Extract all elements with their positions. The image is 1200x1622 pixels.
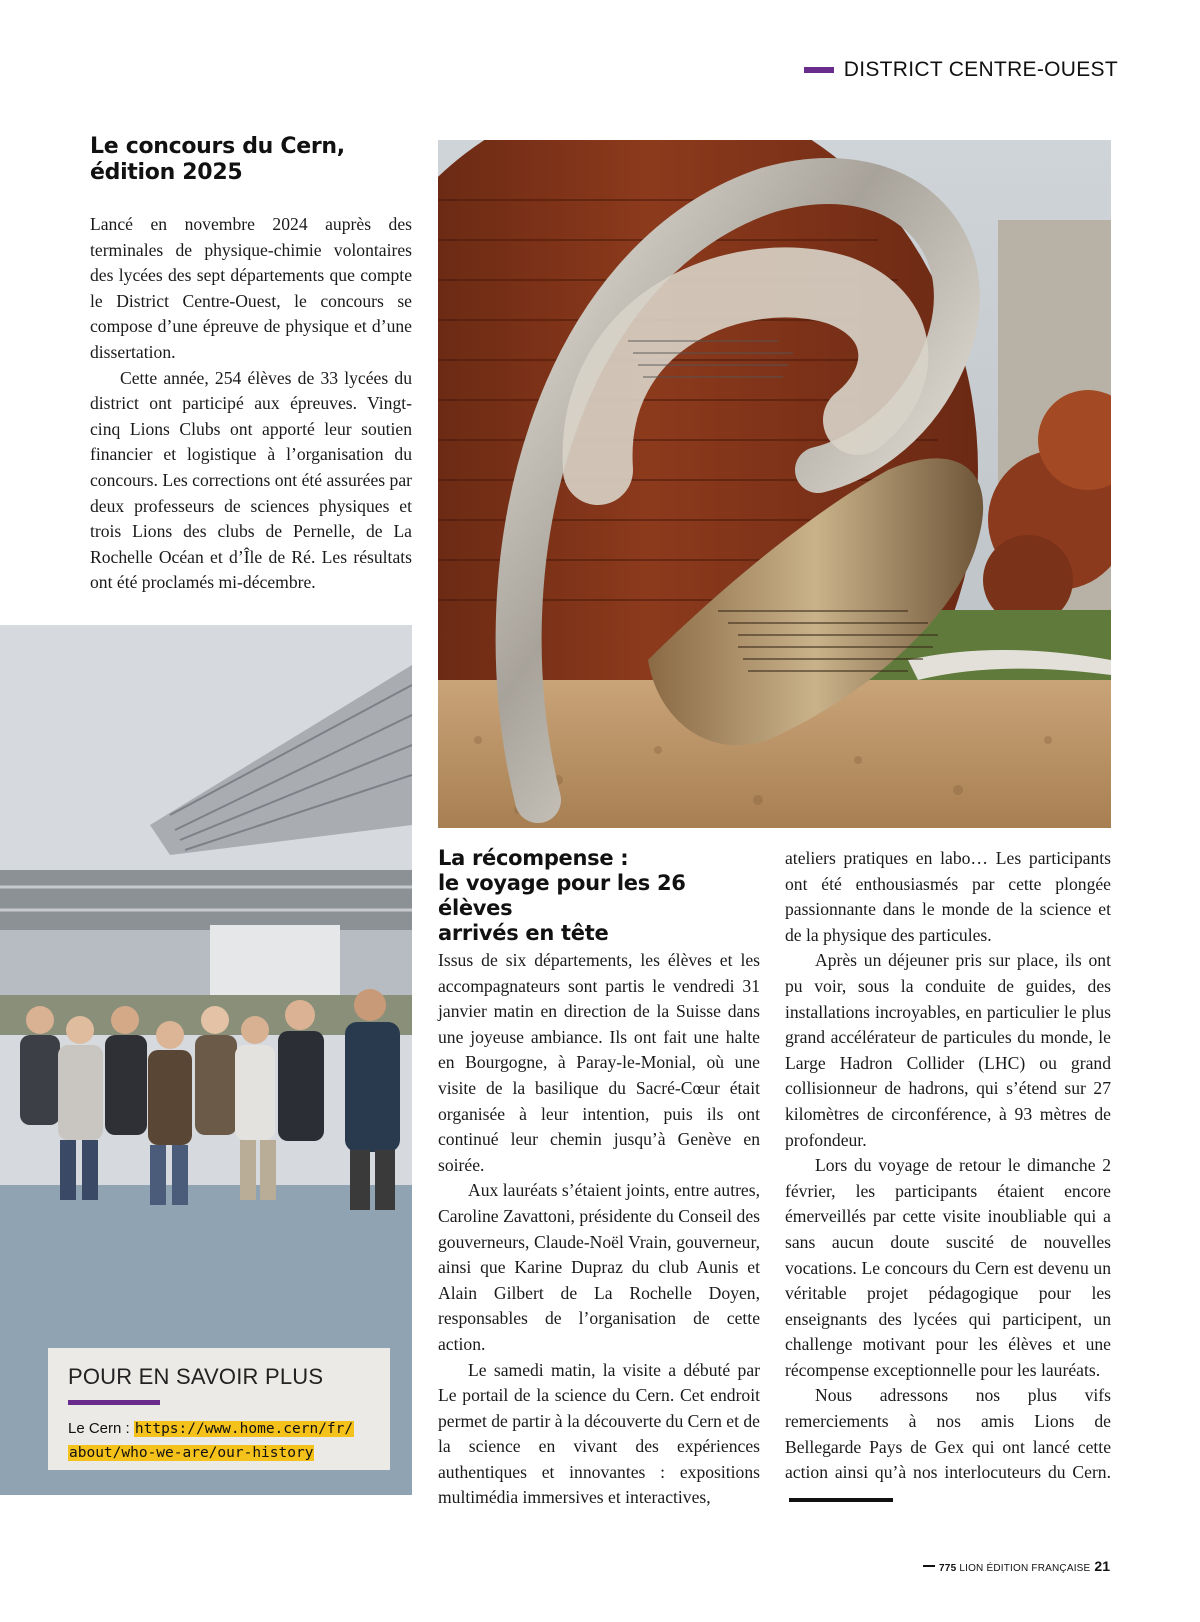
- footer-dash: [923, 1565, 935, 1567]
- article1-heading-line2: édition 2025: [90, 160, 243, 185]
- article2-column-2: [785, 846, 1111, 1511]
- article1-paragraph: Cette année, 254 élèves de 33 lycées du district ont participé aux épreuves. Vingt-cinq Lions Clubs ont apporté leur soutien financier et logistique à l’organisation du concours. Les corrections ont été assurées par deux professeurs de sciences physiques et trois Lions des clubs de Pernelle, de La Rochelle Océan et d’Île de Ré. Les résultats ont été proclamés mi-décembre.: [90, 367, 412, 593]
- article2-final-text: Nous adressons nos plus vifs remerciements à nos amis Lions de Bellegarde Pays de Gex qui ont lancé cette action ainsi qu’à nos interlocuteurs du Cern.: [785, 1385, 1111, 1483]
- article2-paragraph: Aux lauréats s’étaient joints, entre autres, Caroline Zavattoni, présidente du Conseil des gouverneurs, Claude-Noël Vrain, gouverneur, ainsi que Karine Dupraz du club Aunis et Alain Gilbert de La Rochelle Doyen, responsables de l’organisation de cette action.: [438, 1180, 760, 1354]
- article2-paragraph: Après un déjeuner pris sur place, ils ont pu voir, sous la conduite de guides, des installations incroyables, en particulier le plus grand accélérateur de particules du monde, le Large Hadron Collider (LHC) ou grand collisionneur de hadrons, qui s’étend sur 27 kilomètres de circonférence, à 93 mètres de profondeur.: [785, 950, 1111, 1150]
- footer-issue: 775: [939, 1563, 957, 1574]
- article1-heading-line1: Le concours du Cern,: [90, 134, 345, 159]
- page-number: 21: [1094, 1558, 1110, 1574]
- article2-final-paragraph: [785, 1383, 1111, 1511]
- cern-history-link-line1[interactable]: https://www.home.cern/fr/: [134, 1421, 354, 1437]
- info-box-link-label: Le Cern :: [68, 1420, 134, 1437]
- article2-heading-line2: le voyage pour les 26 élèves: [438, 871, 686, 920]
- article1-heading: [90, 134, 410, 186]
- section-accent-bar: [804, 67, 834, 73]
- article-end-rule: [789, 1498, 893, 1502]
- article2-paragraph: ateliers pratiques en labo… Les participants ont été enthousiasmés par cette plongée passionnante dans le monde de la science et de la physique des particules.: [785, 848, 1111, 945]
- article2-heading-line1: La récompense :: [438, 846, 629, 870]
- article1-body: [90, 212, 412, 596]
- article2-column-1: [438, 948, 760, 1511]
- section-title: DISTRICT CENTRE-OUEST: [843, 58, 1118, 81]
- info-box-title: POUR EN SAVOIR PLUS: [68, 1364, 324, 1389]
- info-box-link: [68, 1417, 370, 1465]
- section-tag: [804, 58, 1118, 82]
- article2-paragraph: Lors du voyage de retour le dimanche 2 février, les participants étaient encore émerveillés par cette visite inoubliable qui a sans aucun doute suscité de nouvelles vocations. Le concours du Cern est devenu un véritable projet pédagogique pour les enseignants des lycées qui participent, un challenge motivant pour les élèves et une récompense exceptionnelle pour les lauréats.: [785, 1155, 1111, 1380]
- page-footer: [923, 1558, 1110, 1574]
- article2-paragraph: Issus de six départements, les élèves et les accompagnateurs sont partis le vendredi 31 janvier matin en direction de la Suisse dans une joyeuse ambiance. Ils ont fait une halte en Bourgogne, à Paray-le-Monial, où une visite de la basilique du Sacré-Cœur était organisée à leur intention, puis ils ont continué leur chemin jusqu’à Genève en soirée.: [438, 950, 760, 1175]
- footer-issue-magazine: [939, 1563, 1090, 1574]
- sculpture-photo: [438, 140, 1111, 828]
- info-box: [48, 1348, 390, 1470]
- article1-paragraph: Lancé en novembre 2024 auprès des terminales de physique-chimie volontaires des lycées des sept départements que compte le District Centre-Ouest, le concours se compose d’une épreuve de physique et d’une dissertation.: [90, 214, 412, 362]
- footer-magazine: LION ÉDITION FRANÇAISE: [959, 1563, 1091, 1574]
- info-box-accent-rule: [68, 1400, 160, 1405]
- article2-paragraph: Le samedi matin, la visite a débuté par Le portail de la science du Cern. Cet endroit permet de partir à la découverte du Cern et de la science en vivant des expériences authentiques et innovantes : expositions multimédia immersives et interactives,: [438, 1359, 760, 1508]
- cern-history-link-line2[interactable]: about/who-we-are/our-history: [69, 1445, 314, 1461]
- article2-heading: [438, 846, 758, 946]
- article2-heading-line3: arrivés en tête: [438, 921, 609, 945]
